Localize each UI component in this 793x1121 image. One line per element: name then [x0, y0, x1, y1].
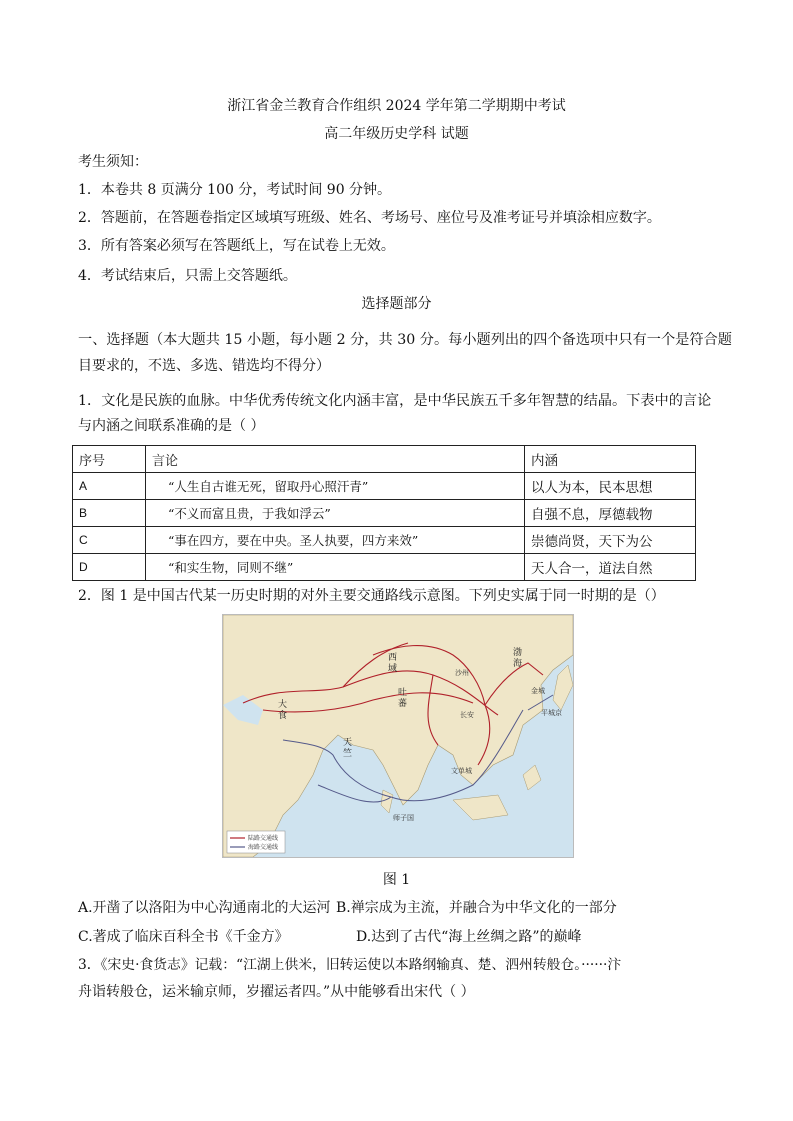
- part1-intro-line2: 目要求的，不选、多选、错选均不得分）: [78, 358, 330, 374]
- row-quote: “不义而富且贵，于我如浮云”: [146, 500, 525, 527]
- trade-route-map: [222, 614, 574, 858]
- row-index: D: [73, 554, 146, 581]
- row-index: C: [73, 527, 146, 554]
- notice-item-2: 2．答题前，在答题卷指定区域填写班级、姓名、考场号、座位号及准考证号并填涂相应数字。: [78, 210, 661, 226]
- legend-sea-route: 海路交通线: [248, 844, 279, 851]
- row-meaning: 崇德尚贤，天下为公: [525, 527, 696, 554]
- row-index: B: [73, 500, 146, 527]
- figure-caption: 图 1: [382, 872, 411, 888]
- map-label-tubo: 吐蕃: [398, 688, 408, 709]
- map-label-jincheng: 金城: [531, 687, 545, 695]
- q1-table: [72, 445, 696, 581]
- q2-option-d: D.达到了古代“海上丝绸之路”的巅峰: [356, 929, 582, 945]
- map-label-changan: 长安: [460, 711, 474, 719]
- q1-stem-line1: 1．文化是民族的血脉。中华优秀传统文化内涵丰富，是中华民族五千多年智慧的结晶。下表中的言论: [78, 393, 712, 409]
- q2-option-c: C.著成了临床百科全书《千金方》: [78, 929, 289, 945]
- row-index: A: [73, 473, 146, 500]
- row-meaning: 以人为本，民本思想: [525, 473, 696, 500]
- q2-option-b: B.禅宗成为主流，并融合为中华文化的一部分: [336, 900, 617, 916]
- q3-stem-line2: 舟诣转般仓，运米输京师，岁擢运者四。”从中能够看出宋代（ ）: [78, 984, 475, 1000]
- row-quote: “和实生物，同则不继”: [146, 554, 525, 581]
- notice-item-1: 1．本卷共 8 页满分 100 分，考试时间 90 分钟。: [78, 182, 392, 198]
- map-label-tianzhu: 天竺: [343, 738, 353, 759]
- q2-option-a: A.开凿了以洛阳为中心沟通南北的大运河: [78, 900, 331, 916]
- legend-land-route: 陆路交通线: [248, 835, 279, 842]
- q1-stem-line2: 与内涵之间联系准确的是（ ）: [78, 418, 265, 434]
- q2-stem: 2．图 1 是中国古代某一历史时期的对外主要交通路线示意图。下列史实属于同一时期的是（）: [78, 588, 665, 604]
- map-label-dashi: 大食: [278, 700, 288, 721]
- exam-title: 浙江省金兰教育合作组织 2024 学年第二学期期中考试: [227, 98, 566, 114]
- map-label-wendan: 文单城: [451, 767, 472, 775]
- table-header-row: [73, 446, 696, 473]
- table-row: [73, 500, 696, 527]
- row-meaning: 自强不息，厚德载物: [525, 500, 696, 527]
- table-row: [73, 554, 696, 581]
- notice-item-4: 4．考试结束后，只需上交答题纸。: [78, 268, 297, 284]
- section-title: 选择题部分: [361, 296, 432, 312]
- row-quote: “人生自古谁无死，留取丹心照汗青”: [146, 473, 525, 500]
- map-label-shazhou: 沙州: [455, 669, 469, 677]
- notice-heading: 考生须知：: [78, 154, 148, 170]
- table-row: [73, 527, 696, 554]
- map-label-shizi: 师子国: [393, 814, 414, 822]
- map-label-xiyu: 西域: [388, 653, 398, 674]
- header-cell-index: 序号: [73, 446, 146, 473]
- part1-intro-line1: 一、选择题（本大题共 15 小题，每小题 2 分，共 30 分。每小题列出的四个备选项中只有一个是符合题: [78, 332, 732, 348]
- map-label-pingcheng: 平城京: [541, 709, 562, 717]
- row-meaning: 天人合一，道法自然: [525, 554, 696, 581]
- q3-stem-line1: 3．《宋史·食货志》记载：“江湖上供米，旧转运使以本路纲输真、楚、泗州转般仓。······汴: [78, 957, 622, 973]
- map-legend: [227, 831, 285, 853]
- exam-subtitle: 高二年级历史学科 试题: [324, 126, 469, 142]
- notice-item-3: 3．所有答案必须写在答题纸上，写在试卷上无效。: [78, 238, 395, 254]
- table-row: [73, 473, 696, 500]
- header-cell-meaning: 内涵: [525, 446, 696, 473]
- header-cell-quote: 言论: [146, 446, 525, 473]
- map-label-bohai: 渤海: [513, 648, 523, 669]
- row-quote: “事在四方，要在中央。圣人执要，四方来效”: [146, 527, 525, 554]
